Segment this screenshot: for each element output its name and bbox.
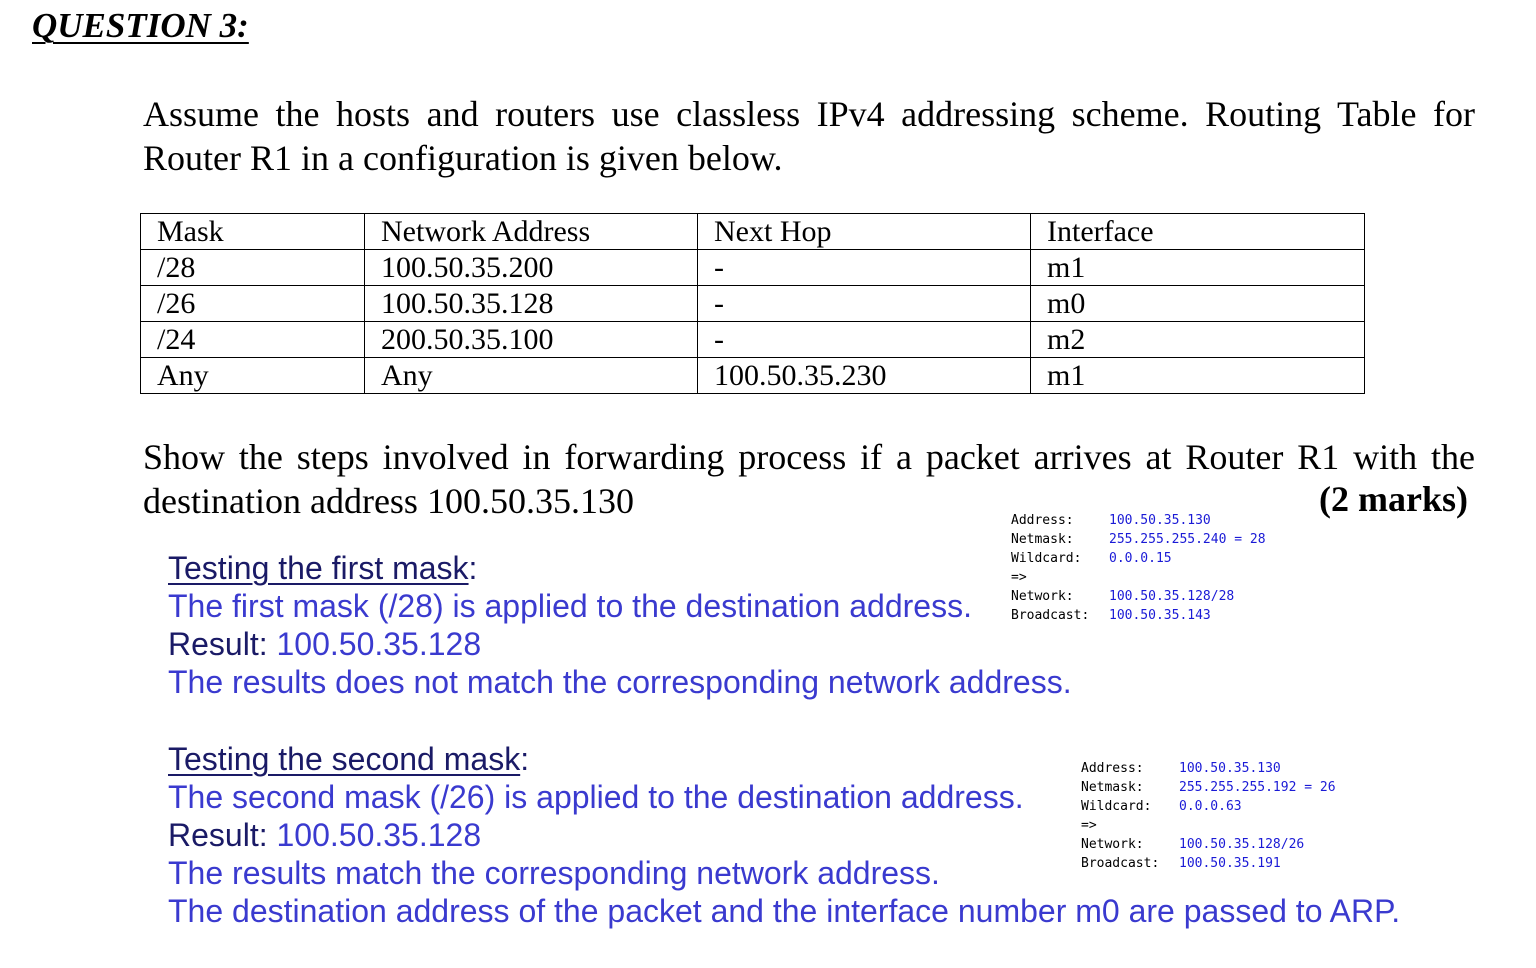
calc-network: 100.50.35.128/28 bbox=[1109, 589, 1235, 604]
interface-cell: m2 bbox=[1031, 322, 1365, 358]
first-mask-step: The first mask (/28) is applied to the destination address. bbox=[168, 588, 972, 624]
calc-arrow: => bbox=[1011, 570, 1027, 585]
calc-address: 100.50.35.130 bbox=[1179, 761, 1281, 776]
table-row bbox=[141, 286, 1365, 322]
calc-arrow: => bbox=[1081, 818, 1097, 833]
second-mask-conclusion: The results match the corresponding network address. bbox=[168, 855, 940, 891]
calc-wildcard: 0.0.0.15 bbox=[1109, 551, 1172, 566]
header-mask: Mask bbox=[141, 214, 365, 250]
calc-broadcast: 100.50.35.191 bbox=[1179, 856, 1281, 871]
second-result-value: 100.50.35.128 bbox=[276, 817, 482, 853]
question-paragraph: Show the steps involved in forwarding process if a packet arrives at Router R1 with the destination address 100.50.35.130 bbox=[143, 437, 1475, 521]
table-header-row bbox=[141, 214, 1365, 250]
calc-broadcast-label: Broadcast: bbox=[1011, 608, 1090, 623]
network-address-cell: 100.50.35.128 bbox=[365, 286, 698, 322]
calc-broadcast: 100.50.35.143 bbox=[1109, 608, 1211, 623]
header-network-address: Network Address bbox=[365, 214, 698, 250]
calc-address-label: Address: bbox=[1011, 513, 1074, 528]
subnet-calc-26 bbox=[1081, 759, 1336, 873]
calc-netmask-label: Netmask: bbox=[1011, 532, 1074, 547]
calc-netmask: 255.255.255.240 = 28 bbox=[1109, 532, 1266, 547]
calc-netmask: 255.255.255.192 = 26 bbox=[1179, 780, 1336, 795]
second-mask-step: The second mask (/26) is applied to the destination address. bbox=[168, 779, 1024, 815]
second-mask-heading: Testing the second mask bbox=[168, 741, 521, 777]
calc-network-label: Network: bbox=[1081, 837, 1144, 852]
next-hop-cell: - bbox=[698, 322, 1031, 358]
header-next-hop: Next Hop bbox=[698, 214, 1031, 250]
calc-wildcard: 0.0.0.63 bbox=[1179, 799, 1242, 814]
second-mask-colon: : bbox=[520, 741, 530, 777]
table-row bbox=[141, 250, 1365, 286]
first-mask-conclusion: The results does not match the corresponding network address. bbox=[168, 664, 1072, 700]
calc-wildcard-label: Wildcard: bbox=[1011, 551, 1082, 566]
table-row bbox=[141, 322, 1365, 358]
calc-network-label: Network: bbox=[1011, 589, 1074, 604]
question-heading: QUESTION 3: bbox=[32, 6, 249, 45]
mask-cell: /26 bbox=[141, 286, 365, 322]
first-mask-colon: : bbox=[468, 550, 478, 586]
routing-table bbox=[140, 213, 1365, 394]
next-hop-cell: 100.50.35.230 bbox=[698, 358, 1031, 394]
calc-address-label: Address: bbox=[1081, 761, 1144, 776]
network-address-cell: Any bbox=[365, 358, 698, 394]
calc-address: 100.50.35.130 bbox=[1109, 513, 1211, 528]
second-result-label: Result: bbox=[168, 817, 277, 853]
mask-cell: /24 bbox=[141, 322, 365, 358]
network-address-cell: 200.50.35.100 bbox=[365, 322, 698, 358]
calc-network: 100.50.35.128/26 bbox=[1179, 837, 1305, 852]
marks-label: (2 marks) bbox=[1319, 479, 1468, 519]
table-row bbox=[141, 358, 1365, 394]
next-hop-cell: - bbox=[698, 250, 1031, 286]
calc-netmask-label: Netmask: bbox=[1081, 780, 1144, 795]
mask-cell: /28 bbox=[141, 250, 365, 286]
interface-cell: m1 bbox=[1031, 250, 1365, 286]
first-result-value: 100.50.35.128 bbox=[276, 626, 482, 662]
next-hop-cell: - bbox=[698, 286, 1031, 322]
interface-cell: m0 bbox=[1031, 286, 1365, 322]
intro-paragraph: Assume the hosts and routers use classless IPv4 addressing scheme. Routing Table for Router R1 in a configuration is given below. bbox=[143, 94, 1475, 178]
header-interface: Interface bbox=[1031, 214, 1365, 250]
first-result-label: Result: bbox=[168, 626, 277, 662]
network-address-cell: 100.50.35.200 bbox=[365, 250, 698, 286]
calc-broadcast-label: Broadcast: bbox=[1081, 856, 1160, 871]
second-mask-final: The destination address of the packet and the interface number m0 are passed to ARP. bbox=[168, 893, 1401, 929]
first-mask-heading: Testing the first mask bbox=[168, 550, 469, 586]
calc-wildcard-label: Wildcard: bbox=[1081, 799, 1152, 814]
mask-cell: Any bbox=[141, 358, 365, 394]
subnet-calc-28 bbox=[1011, 511, 1266, 625]
interface-cell: m1 bbox=[1031, 358, 1365, 394]
first-mask-block bbox=[168, 549, 1072, 701]
